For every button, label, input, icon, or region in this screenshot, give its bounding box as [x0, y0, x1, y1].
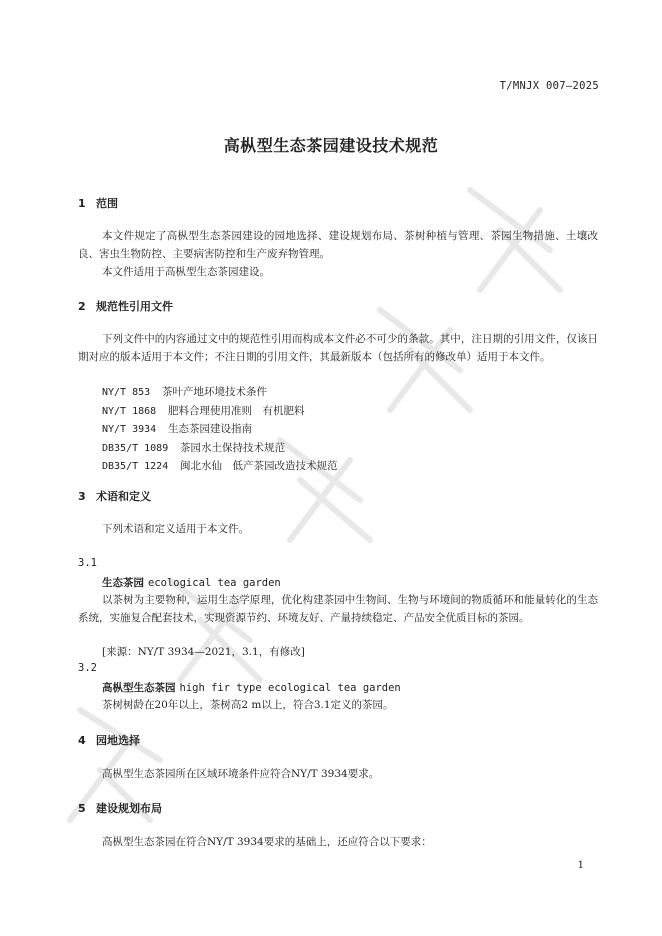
section-number: 4 — [78, 734, 86, 747]
section-number: 5 — [78, 802, 86, 815]
section-1-paragraph-1: 本文件规定了高枞型生态茶园建设的园地选择、建设规划布局、茶树种植与管理、茶园生物措施、土壤改良、害虫生物防控、主要病害防控和生产废弃物管理。 — [78, 230, 598, 260]
page-number: 1 — [577, 860, 584, 871]
reference-code: NY/T 1868 — [102, 405, 157, 417]
reference-list — [102, 384, 338, 477]
reference-name: 肥料合理使用准则 有机肥料 — [168, 404, 305, 417]
section-5-paragraph-1: 高枞型生态茶园在符合NY/T 3934要求的基础上，还应符合以下要求： — [102, 836, 432, 848]
reference-name: 生态茶园建设指南 — [168, 423, 252, 435]
section-title: 范围 — [96, 197, 118, 210]
section-number: 2 — [78, 300, 86, 313]
reference-code: NY/T 853 — [102, 387, 151, 398]
term-chinese: 高枞型生态茶园 — [102, 682, 176, 694]
reference-item — [102, 421, 338, 440]
reference-code: DB35/T 1089 — [102, 442, 169, 454]
section-5-heading — [78, 800, 162, 816]
term-english: high fir type ecological tea garden — [179, 682, 401, 694]
reference-name: 茶园水土保持技术规范 — [180, 441, 285, 454]
clause-number: 3.2 — [78, 662, 97, 674]
document-title: 高枞型生态茶园建设技术规范 — [223, 136, 439, 155]
term-english: ecological tea garden — [148, 577, 281, 589]
reference-name: 茶叶产地环境技术条件 — [162, 386, 267, 398]
document-code: T/MNJX 007—2025 — [499, 80, 599, 92]
section-title: 园地选择 — [96, 734, 140, 747]
term-chinese: 生态茶园 — [102, 577, 144, 589]
term-source: [来源：NY/T 3934—2021，3.1，有修改] — [102, 646, 305, 658]
reference-name: 闽北水仙 低产茶园改造技术规范 — [180, 460, 338, 472]
section-1-paragraph-2: 本文件适用于高枞型生态茶园建设。 — [102, 266, 270, 278]
section-3-paragraph-1: 下列术语和定义适用于本文件。 — [102, 523, 249, 535]
term-entry — [102, 680, 401, 695]
section-3-heading — [78, 488, 151, 504]
reference-item — [102, 403, 338, 422]
clause-number: 3.1 — [78, 557, 97, 569]
term-entry — [102, 575, 281, 590]
reference-item — [102, 440, 338, 459]
section-number: 1 — [78, 197, 86, 210]
section-number: 3 — [78, 490, 86, 503]
section-2-paragraph-1: 下列文件中的内容通过文中的规范性引用而构成本文件必不可少的条款。其中，注日期的引用文件，仅该日期对应的版本适用于本文件；不注日期的引用文件，其最新版本（包括所有的修改单）适用于本文件。 — [78, 333, 598, 363]
reference-code: DB35/T 1224 — [102, 461, 169, 472]
section-1-heading — [78, 195, 118, 211]
reference-code: NY/T 3934 — [102, 424, 157, 435]
section-title: 规范性引用文件 — [96, 300, 173, 313]
section-2-heading — [78, 298, 173, 314]
term-definition: 茶树树龄在20年以上，茶树高2 m以上，符合3.1定义的茶园。 — [102, 699, 394, 711]
section-title: 术语和定义 — [96, 490, 151, 503]
reference-item — [102, 458, 338, 477]
term-definition: 以茶树为主要物种，运用生态学原理，优化构建茶园中生物间、生物与环境间的物质循环和能量转化的生态系统，实施复合配套技术，实现资源节约、环境友好、产量持续稳定、产品安全优质目标的茶园。 — [78, 594, 598, 624]
section-4-heading — [78, 732, 140, 748]
section-4-paragraph-1: 高枞型生态茶园所在区域环境条件应符合NY/T 3934要求。 — [102, 768, 380, 780]
section-title: 建设规划布局 — [96, 802, 162, 815]
reference-item — [102, 384, 338, 403]
